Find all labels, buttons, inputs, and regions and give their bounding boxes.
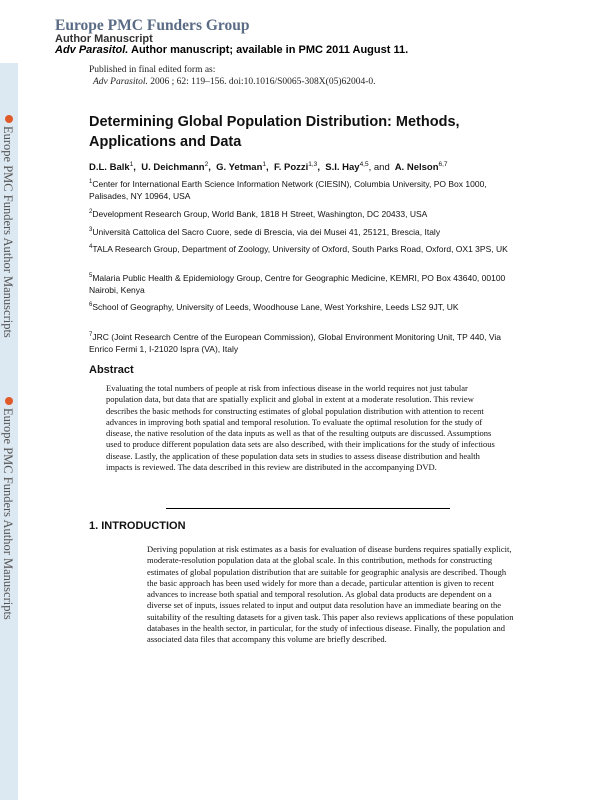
citation-line [89,76,376,88]
affiliation: $^1$Center for International Earth Science Information Network (CIESIN), Columbia University, PO Box 1000, Palisades, NY 10964, USA [89,178,487,202]
author: U. Deichmann$^2$ [141,161,209,174]
affiliation: $^2$Development Research Group, World Bank, 1818 H Street, Washington, DC 20433, USA [89,208,428,219]
author-list: D.L. Balk$^1$, U. Deichmann$^2$, G. Yetman$^1$, F. Pozzi$^{1,3}$, S.I. Hay$^{4,5}$, and A. Nelson$^{6,7}$ [89,161,448,174]
author: S.I. Hay$^{4,5}$ [325,161,369,174]
affiliation: $^5$Malaria Public Health & Epidemiology Group, Centre for Geographic Medicine, KEMRI, PO Box 43640, 00100 Nairobi, Kenya [89,272,506,296]
sidebar-label-bottom: Europe PMC Funders Author Manuscripts [1,408,15,620]
author: G. Yetman$^1$ [216,161,267,174]
sidebar-logo-dot-top [5,115,13,123]
abstract-text: Evaluating the total numbers of people at risk from infectious disease in the world requires not just tabular population data, but data that are spatially explicit and global in extent at a moderate resolution. This review describes the basic methods for constructing estimates of global population distribution with attention to recent advances in improving both spatial and temporal resolution. To evaluate the optimal resolution for the study of disease, the native resolution of the data inputs as well as that of the resulting outputs are discussed. Assumptions used to produce different population data sets are also described, with their implications for the study of infectious disease. Lastly, the application of these population data sets in studies to assess disease distribution and health impacts is reviewed. The data described in this review are distributed in the accompanying DVD. [106,383,495,473]
introduction-text: Deriving population at risk estimates as a basis for evaluation of disease burdens requires spatially explicit, moderate-resolution population data at the global scale. In this contribution, methods for constructing estimates of global population distribution that are suitable for geographic analysis are described. Though the basic approach has been used widely for more than a decade, particular attention is given to recent advances to increase both spatial and temporal resolution. As global data products are dependent on a diverse set of inputs, issues related to input and output data resolution have an immediate bearing on the suitability of the resulting datasets for a given task. This paper also reviews applications of these population databases in the health sector, in particular, for the study of infectious disease. Finally, the population and associated data files that accompany this volume are briefly described. [147,544,514,645]
section-divider [166,508,450,509]
author: F. Pozzi$^{1,3}$ [273,161,318,174]
affiliation: $^3$Università Cattolica del Sacro Cuore, sede di Brescia, via dei Musei 41, 25121, Brescia, Italy [89,226,441,237]
journal-name: Adv Parasitol. [55,44,129,56]
funders-group-title: Europe PMC Funders Group [55,17,250,34]
introduction-heading: 1. INTRODUCTION [89,520,186,532]
citation-text: 2006 ; 62: 119–156. doi:10.1016/S0065-308X(05)62004-0. [150,77,376,87]
availability-line [55,44,408,56]
author: D.L. Balk$^1$ [89,161,134,174]
affiliation: $^4$TALA Research Group, Department of Zoology, University of Oxford, South Parks Road, Oxford, OX1 3PS, UK [89,243,508,254]
article-title: Determining Global Population Distribution: Methods, Applications and Data [89,114,460,150]
availability-text: Author manuscript; available in PMC 2011 August 11. [131,44,409,56]
abstract-heading: Abstract [89,364,134,376]
sidebar-logo-dot-bottom [5,397,13,405]
publication-info [89,64,376,88]
affiliation: $^7$JRC (Joint Research Centre of the European Commission), Global Environment Monitoring Unit, TP 440, Via Enrico Fermi 1, I-21020 Ispra (VA), Italy [89,331,502,355]
affiliation: $^6$School of Geography, University of Leeds, Woodhouse Lane, West Yorkshire, Leeds LS2 9JT, UK [89,301,459,312]
author: A. Nelson$^{6,7}$ [394,161,448,174]
manuscript-type: Author Manuscript [55,33,153,45]
citation-journal: Adv Parasitol. [93,77,148,87]
sidebar-label-top: Europe PMC Funders Author Manuscripts [1,126,15,338]
published-label: Published in final edited form as: [89,65,216,75]
